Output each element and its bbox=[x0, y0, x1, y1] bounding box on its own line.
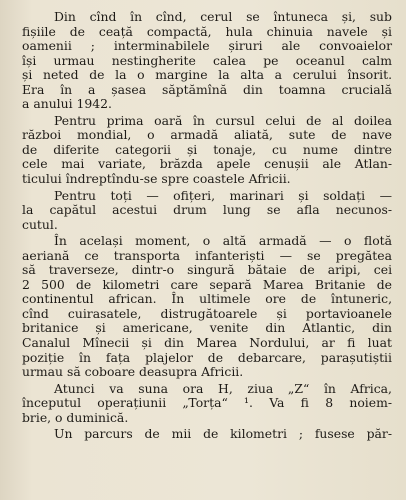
text-line: aeriană ce transporta infanteriști — se pregătea bbox=[22, 247, 392, 263]
text-line: să traverseze, dintr-o singură bătaie de aripi, cei bbox=[22, 262, 393, 278]
text-line: brie, o duminică. bbox=[22, 409, 129, 425]
text-line: își urmau nestingherite calea pe oceanul calm bbox=[22, 52, 393, 68]
text-line: la capătul acestui drum lung se afla necunos- bbox=[22, 202, 393, 218]
paragraph-3 bbox=[22, 189, 392, 233]
text-line: Canalul Mînecii și din Marea Nordului, ar fi luat bbox=[22, 335, 392, 351]
paragraph-4 bbox=[22, 234, 392, 379]
text-line: cele mai variate, brăzda apele cenușii ale Atlan- bbox=[22, 156, 393, 172]
text-line: începutul operațiunii „Torța“ ¹. Va fi 8 noiem- bbox=[22, 395, 393, 411]
text-line: poziție în fața plajelor de debarcare, parașutiștii bbox=[22, 349, 392, 365]
text-line: cutul. bbox=[22, 216, 58, 232]
text-line: Pentru toți — ofițeri, marinari și soldați — bbox=[54, 187, 392, 203]
text-line: cînd cuirasatele, distrugătoarele și portavioanele bbox=[22, 305, 392, 321]
paragraph-6 bbox=[22, 427, 392, 442]
paragraph-2 bbox=[22, 114, 392, 187]
text-line: urmau să coboare deasupra Africii. bbox=[22, 364, 244, 380]
text-line: război mondial, o armadă aliată, sute de nave bbox=[22, 127, 393, 143]
text-line: 2 500 de kilometri care separă Marea Britanie de bbox=[22, 276, 392, 292]
text-line: continentul african. În ultimele ore de întuneric, bbox=[22, 291, 393, 307]
text-line: Atunci va suna ora H, ziua „Z“ în Africa, bbox=[54, 380, 392, 396]
text-line: Era în a șasea săptămînă din toamna crucială bbox=[22, 81, 393, 97]
text-line: Un parcurs de mii de kilometri ; fusese păr- bbox=[54, 426, 393, 442]
text-line: În același moment, o altă armadă — o flotă bbox=[54, 233, 393, 249]
text-line: de diferite categorii și tonaje, cu nume dintre bbox=[22, 141, 392, 157]
text-line: fișiile de ceață compactă, hula chinuia navele și bbox=[22, 23, 392, 39]
text-line: britanice și americane, venite din Atlantic, din bbox=[22, 320, 393, 336]
text-line: a anului 1942. bbox=[22, 96, 112, 112]
text-line: și neted de la o margine la alta a cerului însorit. bbox=[22, 67, 393, 83]
paragraph-5 bbox=[22, 382, 392, 426]
text-line: ticului îndreptîndu-se spre coastele Africii. bbox=[22, 171, 291, 187]
paragraph-1 bbox=[22, 10, 392, 112]
text-line: Din cînd în cînd, cerul se întuneca și, sub bbox=[54, 9, 392, 24]
text-line: oamenii ; interminabilele șiruri ale convoaielor bbox=[22, 38, 393, 54]
text-line: Pentru prima oară în cursul celui de al doilea bbox=[54, 112, 393, 128]
